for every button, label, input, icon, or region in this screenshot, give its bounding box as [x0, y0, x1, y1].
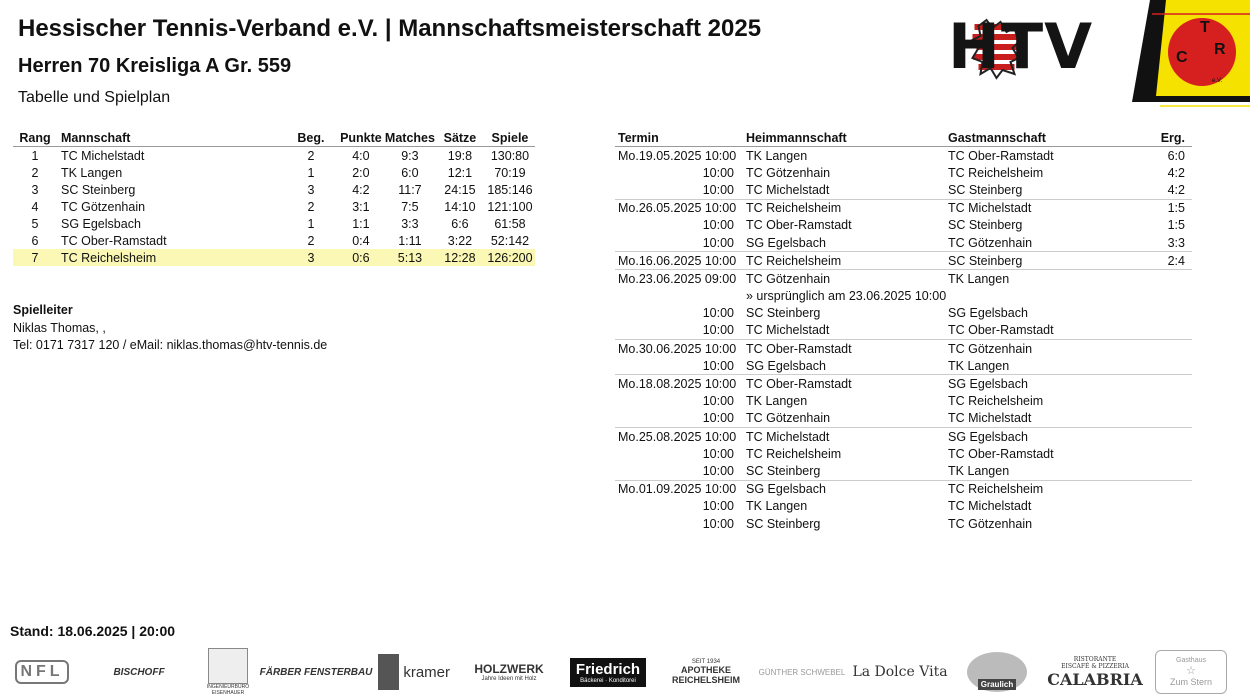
match-row — [615, 305, 1192, 322]
table-row — [13, 147, 535, 165]
cell-saetze: 14:10 — [444, 199, 476, 214]
sponsor-eisenhauer: INGENIEURBÜRO EISENHAUER — [205, 648, 251, 696]
match-row — [615, 147, 1192, 165]
cell-heim: TC Michelstadt — [746, 182, 830, 197]
col-rang: Rang — [13, 129, 57, 147]
cell-heim: TC Ober-Ramstadt — [746, 218, 852, 233]
tcr-letter-r: R — [1214, 41, 1226, 58]
cell-heim: TC Götzenhain — [746, 270, 948, 288]
cell-termin: 10:00 — [702, 218, 734, 233]
standings-header-row — [13, 129, 535, 147]
table-row — [13, 215, 535, 232]
cell-ergebnis — [1148, 445, 1192, 462]
cell-ergebnis: 4:2 — [1167, 182, 1185, 197]
cell-mannschaft: TK Langen — [60, 165, 123, 180]
cell-gast: SG Egelsbach — [948, 428, 1148, 446]
cell-ergebnis — [1148, 305, 1192, 322]
cell-spiele: 130:80 — [490, 148, 530, 163]
cell-gast: SG Egelsbach — [948, 375, 1148, 393]
cell-rang: 3 — [31, 182, 39, 197]
cell-heim: SG Egelsbach — [746, 358, 826, 373]
match-row — [615, 270, 1192, 288]
cell-spiele: 185:146 — [487, 182, 533, 197]
page-subtitle: Tabelle und Spielplan — [18, 89, 171, 106]
page-title: Hessischer Tennis-Verband e.V. | Mannschaftsmeisterschaft 2025 — [18, 15, 762, 42]
cell-saetze: 24:15 — [444, 182, 476, 197]
cell-ergebnis — [1148, 515, 1192, 532]
cell-saetze: 12:1 — [447, 165, 473, 180]
cell-matches: 7:5 — [401, 199, 419, 214]
match-row — [615, 181, 1192, 199]
cell-ergebnis: 2:4 — [1148, 252, 1192, 270]
cell-heim: TC Michelstadt — [746, 323, 830, 338]
standings-table — [13, 129, 535, 266]
cell-spiele: 61:58 — [494, 216, 526, 231]
match-row — [615, 410, 1192, 428]
match-row — [615, 375, 1192, 393]
cell-mannschaft: TC Michelstadt — [60, 148, 145, 163]
cell-gast: SC Steinberg — [948, 252, 1148, 270]
cell-gast: TC Götzenhain — [948, 516, 1033, 531]
cell-punkte: 3:1 — [352, 199, 370, 214]
cell-termin — [615, 288, 746, 305]
cell-gast: TK Langen — [948, 358, 1010, 373]
sponsor-la-dolce-vita: La Dolce Vita — [852, 664, 948, 680]
cell-matches: 5:13 — [385, 249, 435, 266]
sponsor-faerber: FÄRBER FENSTERBAU — [259, 666, 373, 678]
cell-termin: 10:00 — [702, 235, 734, 250]
cell-gast: TC Michelstadt — [948, 499, 1032, 514]
cell-heim: SC Steinberg — [746, 516, 821, 531]
table-row — [13, 232, 535, 249]
cell-heim: SC Steinberg — [746, 463, 821, 478]
cell-matches: 11:7 — [398, 182, 422, 197]
cell-termin: Mo.18.08.2025 10:00 — [615, 375, 746, 393]
cell-beg: 3 — [307, 182, 315, 197]
cell-termin: 10:00 — [702, 306, 734, 321]
cell-termin: Mo.16.06.2025 10:00 — [615, 252, 746, 270]
cell-heim: TC Reichelsheim — [746, 199, 948, 217]
cell-heim: TC Ober-Ramstadt — [746, 340, 948, 358]
table-row — [13, 198, 535, 215]
col-heimmannschaft: Heimmannschaft — [746, 129, 948, 147]
sponsor-friedrich: Friedrich Bäckerei · Konditorei — [570, 648, 646, 696]
league-title: Herren 70 Kreisliga A Gr. 559 — [18, 55, 292, 77]
cell-mannschaft: SG Egelsbach — [60, 216, 141, 231]
cell-gast: TC Reichelsheim — [948, 480, 1148, 498]
cell-matches: 3:3 — [401, 216, 419, 231]
spielleiter-block — [13, 302, 327, 355]
match-row — [615, 480, 1192, 498]
cell-ergebnis — [1148, 428, 1192, 446]
cell-punkte: 0:6 — [337, 249, 385, 266]
sponsor-kramer: kramer — [378, 648, 450, 696]
cell-ergebnis — [1148, 340, 1192, 358]
cell-heim: TC Götzenhain — [746, 165, 831, 180]
col-beg: Beg. — [285, 129, 337, 147]
spielleiter-contact: Tel: 0171 7317 120 / eMail: niklas.thomas@htv-tennis.de — [13, 338, 328, 352]
cell-ergebnis — [1148, 375, 1192, 393]
cell-gast: TC Ober-Ramstadt — [948, 323, 1054, 338]
cell-gast: TC Götzenhain — [948, 235, 1033, 250]
cell-ergebnis — [1148, 322, 1192, 340]
tcr-letter-t: T — [1200, 19, 1210, 36]
cell-termin: 10:00 — [702, 411, 734, 426]
cell-spiele: 121:100 — [487, 199, 533, 214]
cell-termin: 10:00 — [702, 323, 734, 338]
cell-gast: SG Egelsbach — [948, 306, 1028, 321]
cell-termin: Mo.25.08.2025 10:00 — [615, 428, 746, 446]
match-row — [615, 498, 1192, 515]
cell-termin: 10:00 — [702, 446, 734, 461]
tcr-letter-c: C — [1176, 49, 1188, 66]
cell-termin: Mo.19.05.2025 10:00 — [618, 148, 737, 163]
match-row — [615, 322, 1192, 340]
note-row — [615, 288, 1192, 305]
tcr-club-logo-icon — [1132, 0, 1250, 110]
cell-ergebnis — [1148, 393, 1192, 410]
cell-gast: SC Steinberg — [948, 218, 1023, 233]
table-row — [13, 181, 535, 198]
cell-beg: 2 — [307, 148, 315, 163]
cell-rang: 1 — [31, 148, 39, 163]
cell-heim: TK Langen — [746, 499, 808, 514]
cell-ergebnis: 3:3 — [1167, 235, 1185, 250]
cell-termin: 10:00 — [702, 394, 734, 409]
col-punkte: Punkte — [337, 129, 385, 147]
col-mannschaft: Mannschaft — [57, 129, 285, 147]
star-icon: ☆ — [1186, 665, 1196, 677]
cell-rang: 6 — [31, 233, 39, 248]
cell-termin: 10:00 — [702, 358, 734, 373]
cell-punkte: 0:4 — [352, 233, 370, 248]
cell-termin: Mo.30.06.2025 10:00 — [615, 340, 746, 358]
col-spiele: Spiele — [485, 129, 535, 147]
sponsor-schwebel: GÜNTHER SCHWEBEL — [758, 667, 846, 677]
cell-gast: TC Michelstadt — [948, 411, 1032, 426]
cell-termin: 10:00 — [702, 516, 734, 531]
cell-termin: Mo.23.06.2025 09:00 — [615, 270, 746, 288]
cell-gast: TK Langen — [948, 270, 1148, 288]
cell-gast: TC Götzenhain — [948, 340, 1148, 358]
match-row — [615, 217, 1192, 234]
cell-ergebnis — [1148, 462, 1192, 480]
cell-punkte: 1:1 — [352, 216, 370, 231]
cell-ergebnis — [1148, 498, 1192, 515]
cell-ergebnis: 1:5 — [1167, 218, 1185, 233]
cell-heim: TC Reichelsheim — [746, 446, 842, 461]
sponsor-apotheke: SEIT 1934 APOTHEKE REICHELSHEIM — [671, 659, 740, 685]
col-saetze: Sätze — [435, 129, 485, 147]
match-row — [615, 164, 1192, 181]
cell-saetze: 3:22 — [447, 233, 473, 248]
cell-termin: 10:00 — [702, 165, 734, 180]
cell-termin: 10:00 — [702, 499, 734, 514]
cell-heim: SG Egelsbach — [746, 235, 826, 250]
cell-punkte: 4:2 — [352, 182, 370, 197]
schedule-header-row — [615, 129, 1192, 147]
tcr-logo-sub: e.V. — [1212, 78, 1223, 84]
cell-termin: Mo.26.05.2025 10:00 — [615, 199, 746, 217]
htv-logo-text: HTV — [948, 10, 1094, 83]
match-row — [615, 428, 1192, 446]
match-row — [615, 515, 1192, 532]
cell-saetze: 19:8 — [447, 148, 473, 163]
cell-ergebnis — [1148, 480, 1192, 498]
eisenhauer-logo-icon — [208, 648, 248, 684]
cell-rang: 7 — [13, 249, 57, 266]
cell-heim: TC Ober-Ramstadt — [746, 375, 948, 393]
match-row — [615, 234, 1192, 252]
cell-ergebnis — [1148, 357, 1192, 375]
cell-beg: 1 — [307, 216, 315, 231]
cell-gast: SC Steinberg — [948, 182, 1023, 197]
sponsor-holzwerk: HOLZWERK Jahre Ideen mit Holz — [474, 662, 544, 682]
sponsor-zum-stern: Gasthaus ☆ Zum Stern — [1155, 648, 1227, 696]
cell-punkte: 2:0 — [352, 165, 370, 180]
cell-heim: TC Michelstadt — [746, 428, 948, 446]
table-row — [13, 249, 535, 266]
cell-rang: 5 — [31, 216, 39, 231]
cell-saetze: 12:28 — [435, 249, 485, 266]
cell-heim: SC Steinberg — [746, 306, 821, 321]
cell-ergebnis: 4:2 — [1167, 165, 1185, 180]
kramer-logo-icon — [378, 654, 399, 690]
match-row — [615, 445, 1192, 462]
cell-heim: TK Langen — [746, 394, 808, 409]
match-row — [615, 462, 1192, 480]
cell-ergebnis: 1:5 — [1148, 199, 1192, 217]
cell-spiele: 126:200 — [485, 249, 535, 266]
cell-heim: TC Götzenhain — [746, 411, 831, 426]
cell-matches: 1:11 — [398, 233, 422, 248]
cell-matches: 6:0 — [401, 165, 419, 180]
match-row — [615, 357, 1192, 375]
cell-gast: TC Michelstadt — [948, 199, 1148, 217]
col-ergebnis: Erg. — [1148, 129, 1192, 147]
match-row — [615, 393, 1192, 410]
sponsor-bischoff: BISCHOFF — [113, 666, 165, 678]
cell-ergebnis — [1148, 288, 1192, 305]
stand-timestamp: Stand: 18.06.2025 | 20:00 — [10, 623, 176, 639]
col-termin: Termin — [615, 129, 746, 147]
cell-heim: TC Reichelsheim — [746, 252, 948, 270]
cell-gast: TC Reichelsheim — [948, 394, 1044, 409]
cell-mannschaft: SC Steinberg — [60, 182, 136, 197]
cell-ergebnis: 6:0 — [1167, 148, 1185, 163]
cell-heim: TK Langen — [746, 148, 808, 163]
cell-termin: 10:00 — [702, 463, 734, 478]
cell-beg: 1 — [307, 165, 315, 180]
cell-beg: 2 — [307, 199, 315, 214]
schedule-table — [615, 129, 1192, 532]
cell-ergebnis — [1148, 270, 1192, 288]
sponsor-graulich: Graulich — [962, 648, 1032, 696]
spielleiter-heading: Spielleiter — [13, 303, 73, 317]
reschedule-note: » ursprünglich am 23.06.2025 10:00 — [746, 289, 947, 304]
cell-punkte: 4:0 — [352, 148, 370, 163]
spielleiter-name: Niklas Thomas, , — [13, 320, 106, 335]
cell-mannschaft: TC Götzenhain — [60, 199, 146, 214]
cell-mannschaft: TC Reichelsheim — [57, 249, 285, 266]
table-row — [13, 164, 535, 181]
cell-termin: Mo.01.09.2025 10:00 — [615, 480, 746, 498]
match-row — [615, 252, 1192, 270]
cell-gast: TC Ober-Ramstadt — [948, 148, 1054, 163]
sponsor-calabria: RISTORANTE EISCAFÉ & PIZZERIA CALABRIA — [1047, 655, 1143, 689]
cell-matches: 9:3 — [401, 148, 419, 163]
match-row — [615, 199, 1192, 217]
cell-rang: 2 — [31, 165, 39, 180]
cell-beg: 3 — [285, 249, 337, 266]
cell-spiele: 70:19 — [494, 165, 526, 180]
cell-spiele: 52:142 — [490, 233, 530, 248]
sponsor-nfl: NFL — [6, 648, 78, 696]
cell-mannschaft: TC Ober-Ramstadt — [60, 233, 167, 248]
cell-heim: SG Egelsbach — [746, 480, 948, 498]
cell-rang: 4 — [31, 199, 39, 214]
col-gastmannschaft: Gastmannschaft — [948, 129, 1148, 147]
cell-saetze: 6:6 — [451, 216, 469, 231]
match-row — [615, 340, 1192, 358]
cell-termin: 10:00 — [702, 182, 734, 197]
col-matches: Matches — [384, 130, 435, 145]
cell-beg: 2 — [307, 233, 315, 248]
cell-gast — [948, 288, 1148, 305]
cell-gast: TC Ober-Ramstadt — [948, 446, 1054, 461]
cell-ergebnis — [1148, 410, 1192, 428]
cell-gast: TC Reichelsheim — [948, 165, 1044, 180]
cell-gast: TK Langen — [948, 463, 1010, 478]
